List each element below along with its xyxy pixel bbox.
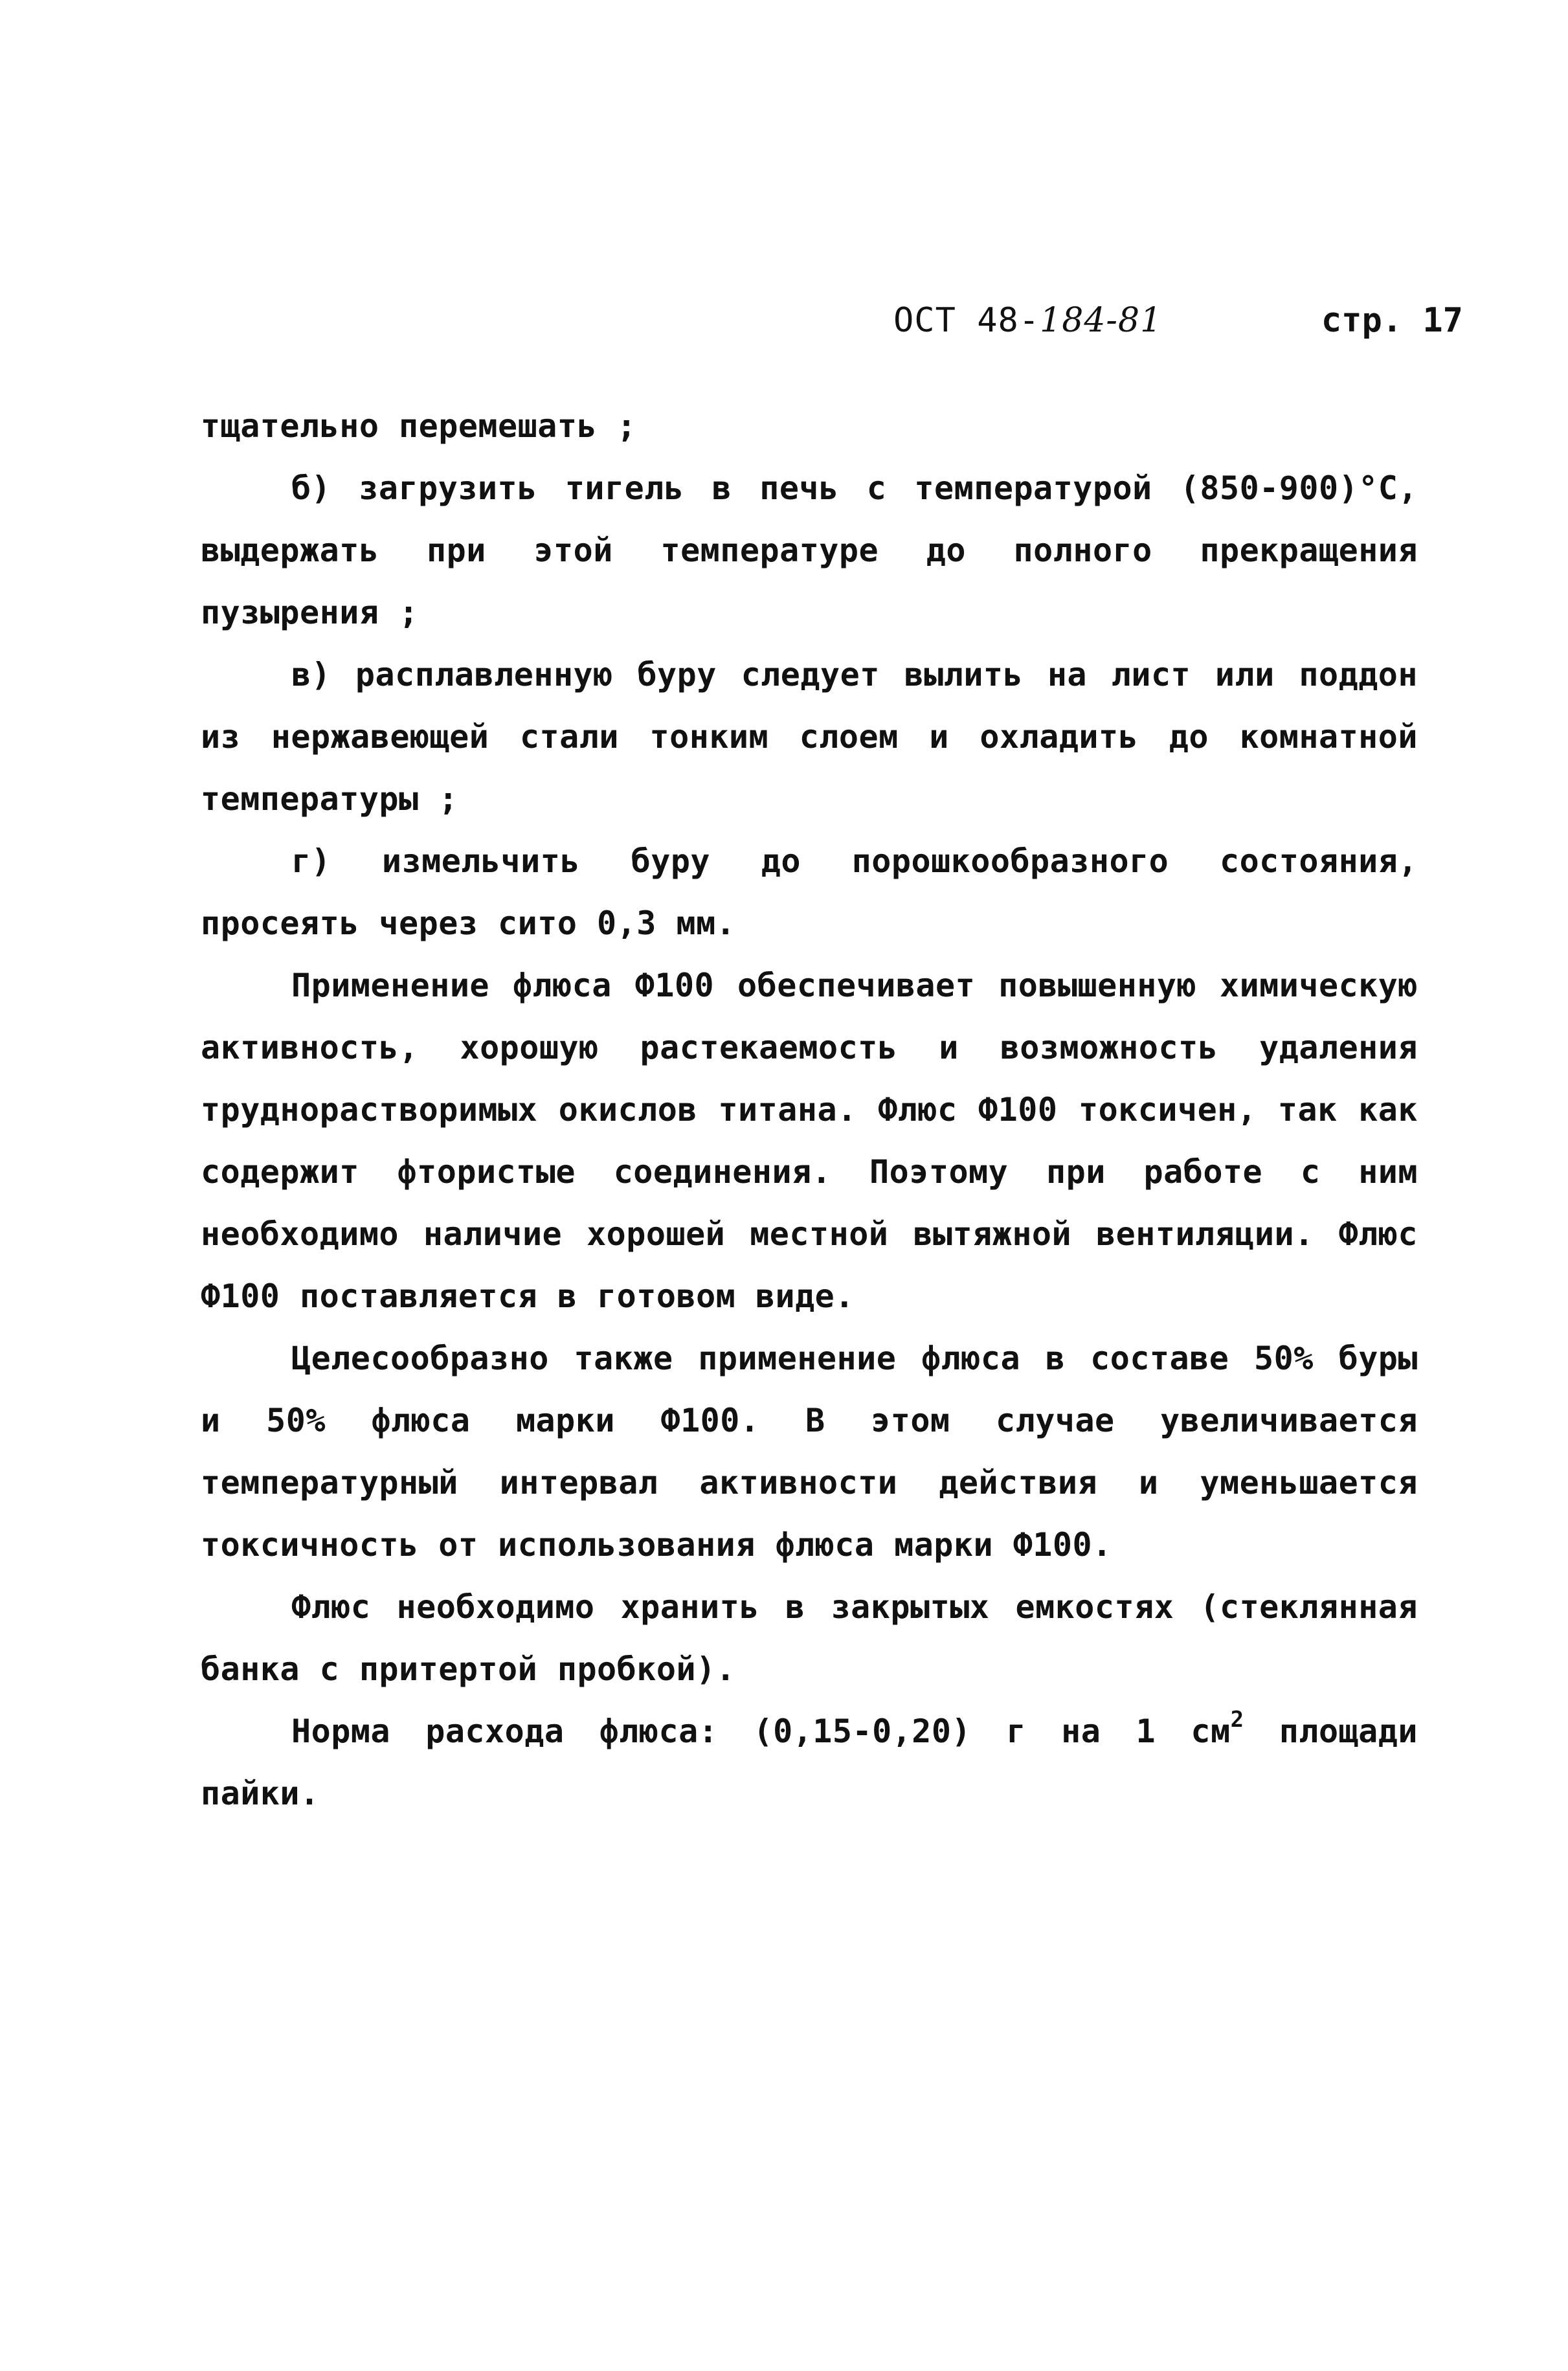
superscript-square: 2 [1230, 1707, 1244, 1733]
paragraph-continuation: тщательно перемешать ; [201, 407, 637, 445]
paragraph-flux-consumption [201, 1700, 1418, 1825]
paragraph-step-v: в) расплавленную буру следует вылить на лист или поддон из нержавеющей стали тонким слоем и охладить до комнатной температуры ; [201, 656, 1418, 818]
paragraph-step-b: б) загрузить тигель в печь с температурой (850-900)°С, выдержать при этой температуре до полного прекращения пузырения ; [201, 469, 1418, 631]
consumption-text-before: Норма расхода флюса: (0,15-0,20) г на 1 см [291, 1713, 1231, 1750]
paragraph-flux-storage: Флюс необходимо хранить в закрытых емкостях (стеклянная банка с притертой пробкой). [201, 1588, 1418, 1688]
page-number: стр. 17 [1321, 301, 1463, 340]
consumption-text-after: площади пайки. [201, 1713, 1418, 1812]
paragraph-flux-mixture: Целесообразно также применение флюса в составе 50% буры и 50% флюса марки Ф100. В этом случае увеличивается температурный интервал активности действия и уменьшается токсичность от использования флюса марки Ф100. [201, 1340, 1418, 1564]
page-header [893, 285, 1463, 356]
document-body [201, 395, 1418, 1825]
document-code-handwritten: 184-81 [1040, 301, 1163, 340]
document-code-prefix: ОСТ 48- [893, 301, 1040, 340]
document-code [893, 285, 1162, 356]
paragraph-step-g: г) измельчить буру до порошкообразного состояния, просеять через сито 0,3 мм. [201, 842, 1418, 942]
paragraph-flux-f100: Применение флюса Ф100 обеспечивает повышенную химическую активность, хорошую растекаемость и возможность удаления труднорастворимых окислов титана. Флюс Ф100 токсичен, так как содержит фтористые соединения. Поэтому при работе с ним необходимо наличие хорошей местной вытяжной вентиляции. Флюс Ф100 поставляется в готовом виде. [201, 967, 1418, 1315]
